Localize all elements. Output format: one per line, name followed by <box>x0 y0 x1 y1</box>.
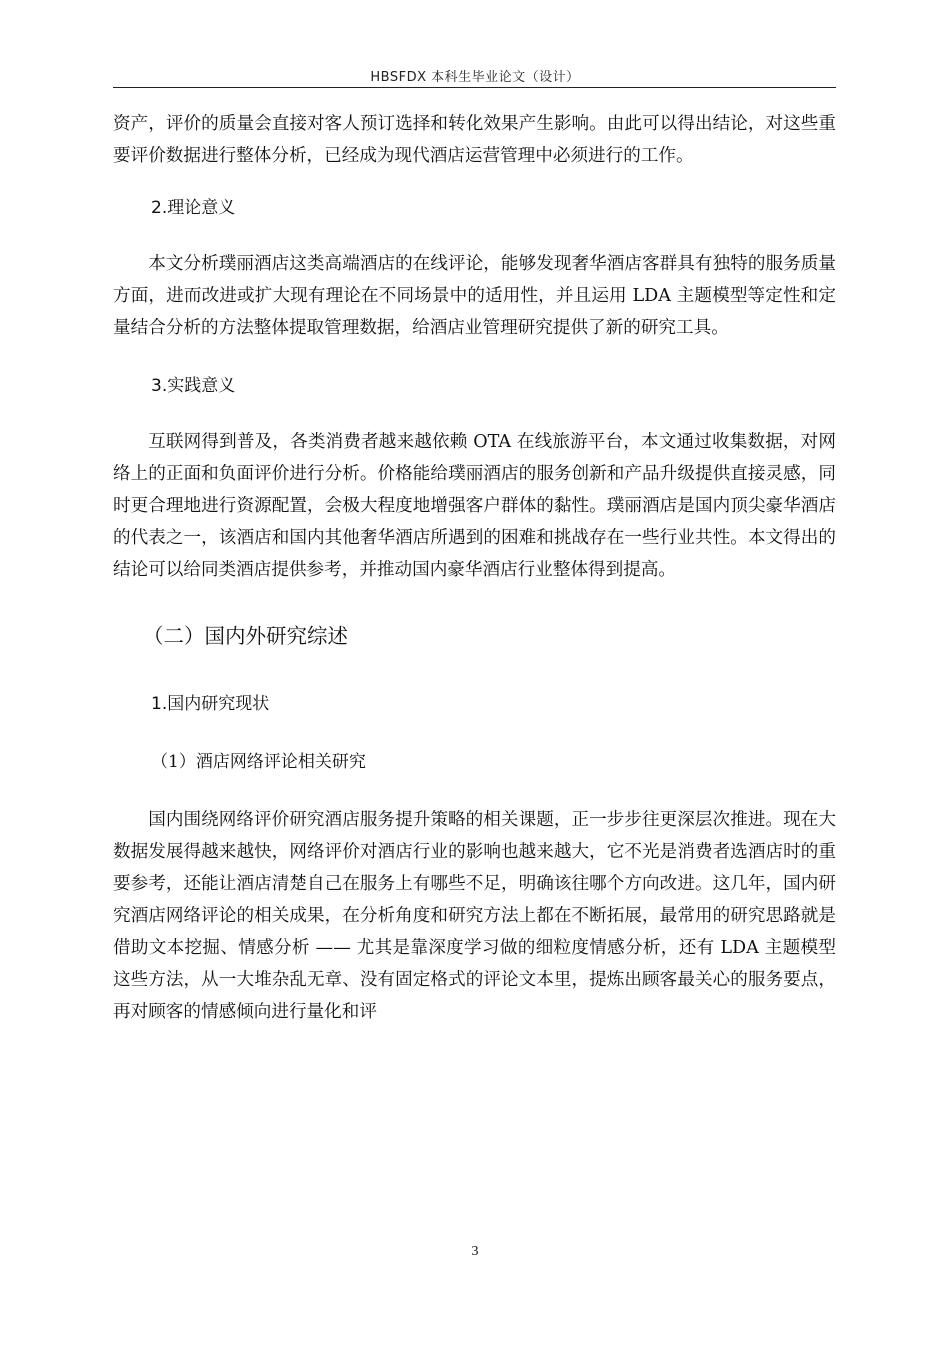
page-number: 3 <box>471 1244 479 1259</box>
paragraph-theoretical-significance: 本文分析璞丽酒店这类高端酒店的在线评论，能够发现奢华酒店客群具有独特的服务质量方面，进而改进或扩大现有理论在不同场景中的适用性，并且运用 LDA 主题模型等定性和定量结合分析的方法整体提取管理数据，给酒店业管理研究提供了新的研究工具。 <box>113 254 836 338</box>
heading-domestic-research: 1.国内研究现状 <box>151 694 270 714</box>
header-divider <box>113 87 836 88</box>
paragraph-practical-significance: 互联网得到普及，各类消费者越来越依赖 OTA 在线旅游平台，本文通过收集数据，对网络上的正面和负面评价进行分析。价格能给璞丽酒店的服务创新和产品升级提供直接灵感，同时更合理地进行资源配置，会极大程度地增强客户群体的黏性。璞丽酒店是国内顶尖豪华酒店的代表之一，该酒店和国内其他奢华酒店所遇到的困难和挑战存在一些行业共性。本文得出的结论可以给同类酒店提供参考，并推动国内豪华酒店行业整体得到提高。 <box>113 432 836 580</box>
section-heading-literature-review: （二）国内外研究综述 <box>143 624 348 648</box>
page-header: HBSFDX 本科生毕业论文（设计） <box>370 70 580 85</box>
paragraph-significance-continued: 资产，评价的质量会直接对客人预订选择和转化效果产生影响。由此可以得出结论，对这些重要评价数据进行整体分析，已经成为现代酒店运营管理中必须进行的工作。 <box>113 114 836 166</box>
document-body <box>113 108 836 1028</box>
subheading-hotel-review-research: （1）酒店网络评论相关研究 <box>151 752 366 772</box>
paragraph-domestic-research: 国内围绕网络评价研究酒店服务提升策略的相关课题，正一步步往更深层次推进。现在大数据发展得越来越快，网络评价对酒店行业的影响也越来越大，它不光是消费者选酒店时的重要参考，还能让酒店清楚自己在服务上有哪些不足，明确该往哪个方向改进。这几年，国内研究酒店网络评论的相关成果，在分析角度和研究方法上都在不断拓展，最常用的研究思路就是借助文本挖掘、情感分析 —— 尤其是靠深度学习做的细粒度情感分析，还有 LDA 主题模型这些方法，从一大堆杂乱无章、没有固定格式的评论文本里，提炼出顾客最关心的服务要点，再对顾客的情感倾向进行量化和评 <box>113 810 836 1022</box>
heading-practical-significance: 3.实践意义 <box>151 376 236 396</box>
heading-theoretical-significance: 2.理论意义 <box>151 198 236 218</box>
